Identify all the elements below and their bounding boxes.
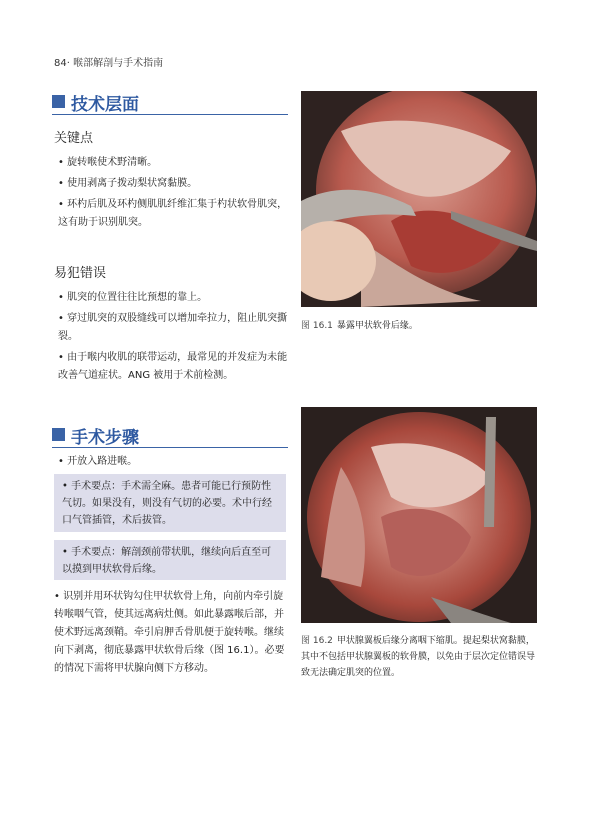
figure-16-1-photo	[301, 91, 537, 307]
procedure-first-item: • 开放入路进喉。	[58, 456, 138, 467]
figure-16-2-caption	[301, 633, 541, 681]
list-item: • 使用剥离子拨动梨状窝黏膜。	[58, 178, 198, 189]
section-title-procedure	[52, 425, 288, 448]
surgical-photo-image	[301, 91, 537, 307]
tip-box-1: • 手术要点：手术需全麻。患者可能已行预防性气切。如果没有，则没有气切的必要。术中行经口气管插管，术后拔管。	[54, 474, 286, 532]
key-points-list	[58, 154, 294, 235]
tip-box-2: • 手术要点：解剖颈前带状肌，继续向后直至可以摸到甲状软骨后缘。	[54, 540, 286, 580]
list-item: • 环杓后肌及环杓侧肌肌纤维汇集于杓状软骨肌突，这有助于识别肌突。	[58, 199, 288, 228]
figure-number: 图 16.1	[301, 321, 333, 331]
figure-caption-text: 暴露甲状软骨后缘。	[336, 321, 418, 331]
list-item: • 旋转喉使术野清晰。	[58, 157, 158, 168]
figure-16-2-photo	[301, 407, 537, 623]
procedure-paragraph: • 识别并用环状钩勾住甲状软骨上角，向前内牵引旋转喉咽气管，使其远离病灶侧。如此暴露喉后部，并使术野远离颈鞘。牵引肩胛舌骨肌便于旋转喉。继续向下剥离，彻底暴露甲状软骨后缘（图 16.1）。必要的情况下需将甲状腺向侧下方移动。	[54, 591, 285, 674]
figure-number: 图 16.2	[301, 636, 333, 646]
list-item: • 由于喉内收肌的联带运动，最常见的并发症为未能改善气道症状。ANG 被用于术前检测。	[58, 352, 288, 381]
surgical-photo-image	[301, 407, 537, 623]
section-square-icon	[52, 95, 65, 108]
figure-16-1-caption	[301, 318, 541, 334]
figure-caption-text: 甲状腺翼板后缘分离咽下缩肌。提起梨状窝黏膜，其中不包括甲状腺翼板的软骨膜，以免由于层次定位错误导致无法确定肌突的位置。	[301, 636, 536, 678]
list-item: • 穿过肌突的双股缝线可以增加牵拉力，阻止肌突撕裂。	[58, 313, 288, 342]
key-points-heading: 关键点	[54, 131, 94, 146]
section-square-icon	[52, 428, 65, 441]
page-header: 84· 喉部解剖与手术指南	[54, 58, 164, 69]
section-title-text: 技术层面	[71, 95, 139, 115]
section-title-text: 手术步骤	[71, 428, 139, 448]
section-title-technique	[52, 92, 288, 115]
pitfalls-heading: 易犯错误	[54, 266, 107, 281]
pitfalls-list	[58, 289, 294, 388]
list-item: • 肌突的位置往往比预想的靠上。	[58, 292, 208, 303]
